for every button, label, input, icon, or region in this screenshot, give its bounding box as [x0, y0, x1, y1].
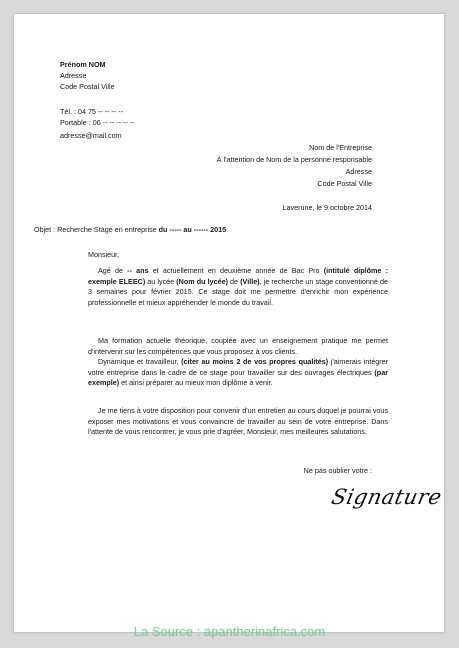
p2-b: Dynamique et travailleur,	[98, 357, 182, 366]
p2-example: (par exemple)	[88, 367, 388, 387]
p1-i: , je recherche un stage conventionné de 3 semaines pour février 2015. Ce stage doit me permettre d'enrichir mon expérience professionnelle et mieux appréhender le monde du travail.	[88, 276, 388, 307]
sender-address: Adresse	[60, 71, 87, 80]
letter-date: Laverune, le 9 octobre 2014	[282, 203, 372, 212]
p1-age: -- ans	[127, 266, 149, 275]
letter-subject	[34, 225, 226, 234]
subject-dates: du ----- au ------ 2015	[158, 225, 227, 234]
recipient-postal: Code Postal Ville	[317, 179, 372, 188]
sender-mobile: Portable : 06 -- -- -- -- --	[60, 118, 135, 127]
salutation: Monsieur,	[88, 250, 120, 259]
p1-city: (Ville)	[240, 276, 260, 286]
p1-g: de	[227, 276, 241, 286]
recipient-attention: À l'attention de Nom de la personne responsable	[216, 155, 372, 164]
p1-diploma: (intitulé diplôme : exemple ELEEC)	[88, 266, 389, 286]
closing-note: Ne pas oublier votre :	[303, 466, 372, 475]
sender-tel: Tél. : 04 75 -- -- -- --	[60, 107, 124, 116]
paragraph-2b	[88, 357, 388, 389]
recipient-address: Adresse	[345, 167, 372, 176]
paragraph-1	[88, 266, 388, 308]
p1-school: (Nom du lycée)	[176, 276, 228, 286]
recipient-company: Nom de l'Entreprise	[309, 143, 372, 152]
p1-a: Agé de	[98, 266, 128, 275]
p2-f: et ainsi préparer au mieux mon diplôme à venir.	[119, 378, 273, 387]
paragraph-2a: Ma formation actuelle théorique, couplée avec un enseignement pratique me permet d'intervenir sur les compétences que vous proposez à vos clients.	[88, 336, 388, 356]
letter-page	[14, 14, 444, 632]
p1-e: au lycée	[145, 276, 177, 286]
subject-prefix: Objet : Recherche Stage en entreprise	[34, 225, 159, 234]
paragraph-3: Je me tiens à votre disposition pour convenir d'un entretien au cours duquel je pourrai vous exposer mes motivations et vous convaincre de travailler au sein de votre entreprise. Dans l'attente de vous rencontrer, je vous prie d'agréer, Monsieur, mes meilleures salutations.	[88, 406, 388, 436]
sender-name: Prénom NOM	[60, 60, 106, 69]
sender-email: adresse@mail.com	[60, 131, 122, 140]
source-caption: La Source : apantherinafrica.com	[133, 624, 326, 639]
p2-qualities: (citer au moins 2 de vos propres qualités)	[181, 357, 329, 366]
p1-c: et actuellement en deuxième année de Bac Pro	[148, 266, 324, 275]
signature: Signature	[329, 485, 445, 509]
p2-d: j'aimerais intégrer votre entreprise dans le cadre de ce stage pour travailler sur des ouvrages électriques	[88, 357, 388, 377]
sender-postal: Code Postal Ville	[60, 82, 115, 91]
